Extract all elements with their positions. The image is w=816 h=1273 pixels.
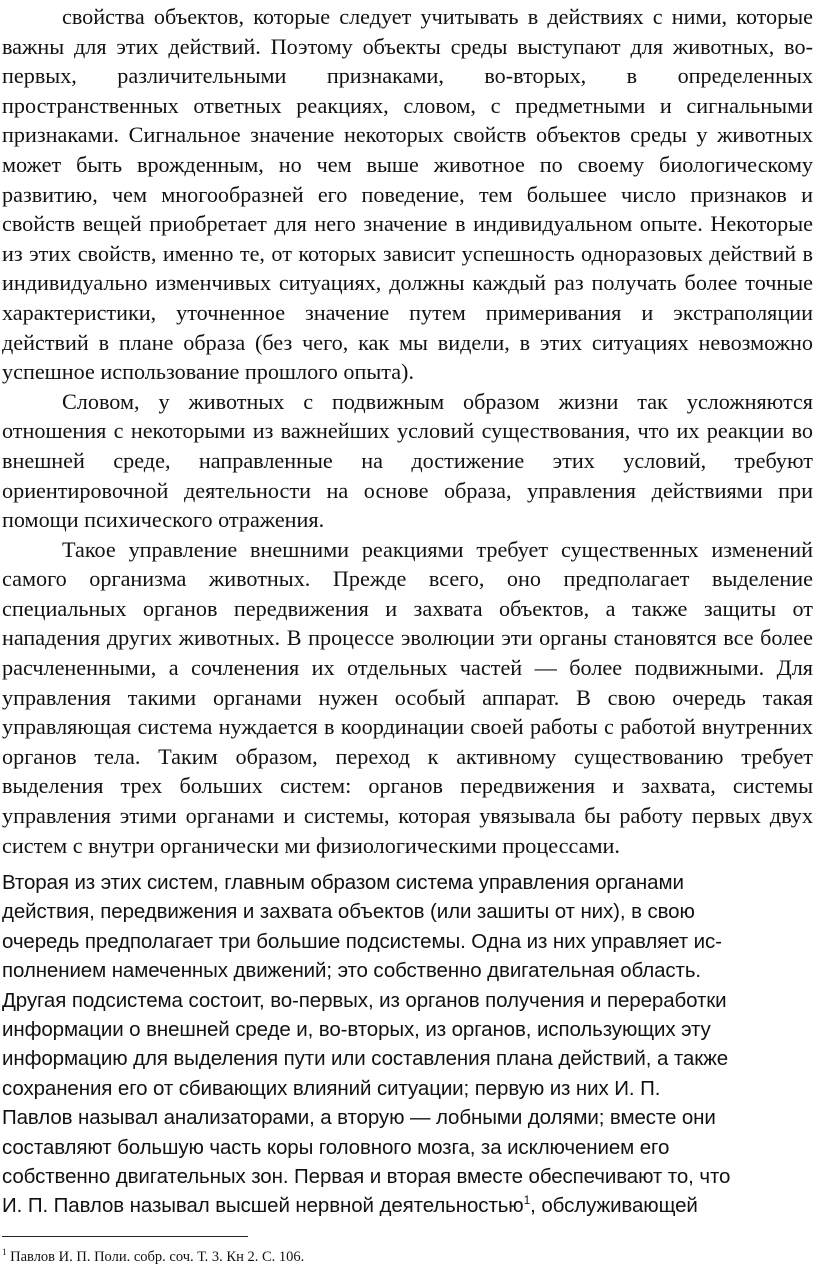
paragraph-4-last-tail: , обслуживающей: [530, 1194, 698, 1218]
paragraph-3: Такое управление внешними реакциями требует существенных изменений самого организма животных. Прежде всего, оно предполагает выделение специальных органов передвижения и захвата объектов, а также защиты от нападения других животных. В процессе эволюции эти органы становятся все более расчлененными, а сочленения их отдельных частей — более подвижными. Для управления такими органами нужен особый аппарат. В свою очередь такая управляющая система нуждается в координации своей работы с работой внутренних органов тела. Таким образом, переход к активному существованию требует выделения трех больших систем: органов передвижения и захвата, системы управления этими органами и системы, которая увязывала бы работу первых двух систем с внутри органически ми физиологическими процессами.: [2, 536, 813, 858]
paragraph-4-line: действия, передвижения и захвата объектов (или зашиты от них), в свою: [2, 900, 695, 924]
footnote-reference[interactable]: 1: [523, 1193, 531, 1208]
footnote-marker: 1: [2, 1247, 7, 1258]
footnote-text: Павлов И. П. Поли. собр. соч. Т. 3. Кн 2. С. 106.: [6, 1249, 305, 1265]
paragraph-4: [2, 868, 813, 1221]
paragraph-4-last-line: [2, 1191, 813, 1220]
paragraph-1: свойства объектов, которые следует учитывать в действиях с ними, которые важны для этих действий. Поэтому объекты среды выступают для животных, во-первых, различительными признаками, во-вторых, в определенных пространственных ответных реакциях, словом, с предметными и сигнальными признаками. Сигнальное значение некоторых свойств объектов среды у животных может быть врожденным, но чем выше животное по своему биологическому развитию, чем многообразней его поведение, тем большее число признаков и свойств вещей приобретает для него значение в индивидуальном опыте. Некоторые из этих свойств, именно те, от которых зависит успешность одноразовых действий в индивидуально изменчивых ситуациях, должны каждый раз получать более точные характеристики, уточненное значение путем примеривания и экстраполяции действий в плане образа (без чего, как мы видели, в этих ситуациях невозможно успешное использование прошлого опыта).: [2, 4, 813, 385]
paragraph-4-line: информации о внешней среде и, во-вторых, из органов, использующих эту: [2, 1018, 711, 1042]
paragraph-4-last-text: И. П. Павлов называл высшей нервной деятельностью: [2, 1194, 524, 1218]
paragraph-4-line: информацию для выделения пути или составления плана действий, а также: [2, 1047, 729, 1071]
footnote: [2, 1248, 802, 1266]
paragraph-4-line: полнением намеченных движений; это собственно двигательная область.: [2, 959, 701, 983]
paragraph-4-line: очередь предполагает три большие подсистемы. Одна из них управляет ис-: [2, 929, 722, 953]
main-text: [2, 2, 813, 860]
footnote-separator: [2, 1236, 248, 1237]
paragraph-2: Словом, у животных с подвижным образом жизни так усложняются отношения с некоторыми из важнейших условий существования, что их реакции во внешней среде, направленные на достижение этих условий, требуют ориентировочной деятельности на основе образа, управления действиями при помощи психического отражения.: [2, 388, 813, 533]
paragraph-4-line: собственно двигательных зон. Первая и вторая вместе обеспечивают то, что: [2, 1165, 731, 1189]
paragraph-4-line: составляют большую часть коры головного мозга, за исключением его: [2, 1135, 670, 1159]
paragraph-4-line: Павлов называл анализаторами, а вторую — лобными долями; вместе они: [2, 1106, 716, 1130]
paragraph-4-line: Другая подсистема состоит, во-первых, из органов получения и переработки: [2, 988, 727, 1012]
paragraph-4-line: сохранения его от сбивающих влияний ситуации; первую из них И. П.: [2, 1076, 661, 1100]
paragraph-4-line: Вторая из этих систем, главным образом система управления органами: [2, 871, 684, 894]
